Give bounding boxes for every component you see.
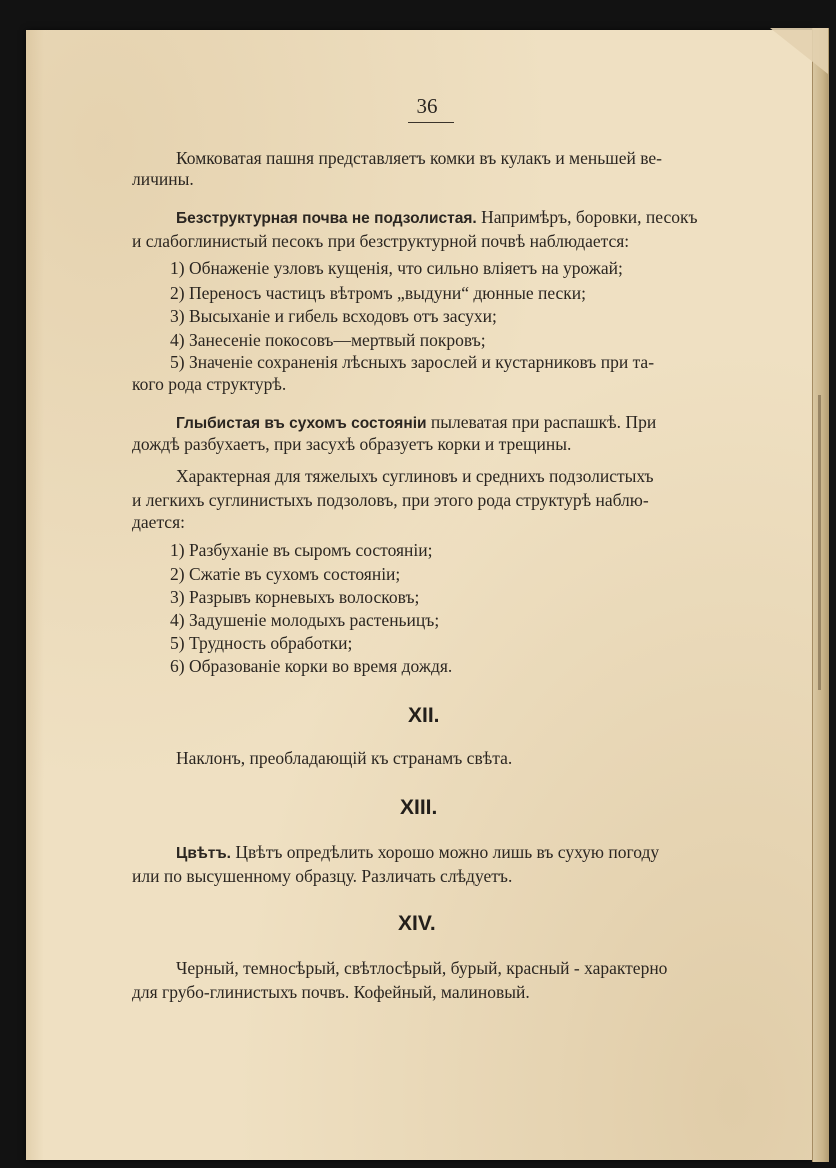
section-heading-xiii: XIII. xyxy=(400,796,438,819)
paragraph-6-lead: Цвѣтъ. xyxy=(176,845,231,862)
list-2-item-3: 3) Разрывъ корневыхъ волосковъ; xyxy=(170,587,420,607)
list-1-item-2: 2) Переносъ частицъ вѣтромъ „выдуни“ дюнные пески; xyxy=(170,283,587,303)
list-1-item-3: 3) Высыханіе и гибель всходовъ отъ засухи; xyxy=(170,306,497,326)
paragraph-6-line-1-rest: Цвѣтъ опредѣлить хорошо можно лишь въ сухую погоду xyxy=(235,842,660,862)
paragraph-3-lead: Глыбистая въ сухомъ состояніи xyxy=(176,415,427,432)
paragraph-1-line-1: Комковатая пашня представляетъ комки въ кулакъ и меньшей ве- xyxy=(176,148,662,168)
paragraph-3-line-1 xyxy=(176,412,656,434)
list-2-item-6: 6) Образованіе корки во время дождя. xyxy=(170,656,453,676)
paragraph-6-line-2: или по высушенному образцу. Различать слѣдуетъ. xyxy=(132,866,513,886)
section-heading-xii: XII. xyxy=(408,704,440,727)
list-1-continuation: кого рода структурѣ. xyxy=(132,374,287,394)
list-1-item-5: 5) Значеніе сохраненія лѣсныхъ зарослей и кустарниковъ при та- xyxy=(170,352,655,372)
paragraph-3-line-2: дождѣ разбухаетъ, при засухѣ образуетъ корки и трещины. xyxy=(132,434,572,454)
paragraph-2-line-1-rest: Напримѣръ, боровки, песокъ xyxy=(481,207,698,227)
list-1-item-4: 4) Занесеніе покосовъ—мертвый покровъ; xyxy=(170,330,486,350)
paragraph-7-line-1: Черный, темносѣрый, свѣтлосѣрый, бурый, красный - характерно xyxy=(176,958,668,978)
paragraph-4-line-1: Характерная для тяжелыхъ суглиновъ и среднихъ подзолистыхъ xyxy=(176,466,654,486)
list-2-item-5: 5) Трудность обработки; xyxy=(170,633,353,653)
list-1-item-1: 1) Обнаженіе узловъ кущенія, что сильно вліяетъ на урожай; xyxy=(170,258,623,278)
list-2-item-1: 1) Разбуханіе въ сыромъ состояніи; xyxy=(170,540,433,560)
paragraph-2-lead: Безструктурная почва не подзолистая. xyxy=(176,210,477,227)
paragraph-2-line-1 xyxy=(176,207,698,229)
paragraph-2-line-2: и слабоглинистый песокъ при безструктурной почвѣ наблюдается: xyxy=(132,231,630,251)
page-number-underline xyxy=(408,122,454,123)
list-2-item-4: 4) Задушеніе молодыхъ растеньицъ; xyxy=(170,610,440,630)
paragraph-3-line-1-rest: пылеватая при распашкѣ. При xyxy=(430,412,657,432)
section-heading-xiv: XIV. xyxy=(398,912,436,935)
page-number: 36 xyxy=(416,94,438,118)
binding-mark xyxy=(818,395,821,690)
corner-fold xyxy=(770,28,828,74)
list-2-item-2: 2) Сжатіе въ сухомъ состояніи; xyxy=(170,564,401,584)
paragraph-1-line-2: личины. xyxy=(132,169,194,189)
paragraph-6-line-1 xyxy=(176,842,659,864)
paragraph-4-line-3: дается: xyxy=(132,512,185,532)
paragraph-4-line-2: и легкихъ суглинистыхъ подзоловъ, при этого рода структурѣ наблю- xyxy=(132,490,649,510)
paragraph-5: Наклонъ, преобладающій къ странамъ свѣта. xyxy=(176,748,513,768)
paragraph-7-line-2: для грубо-глинистыхъ почвъ. Кофейный, малиновый. xyxy=(132,982,530,1002)
